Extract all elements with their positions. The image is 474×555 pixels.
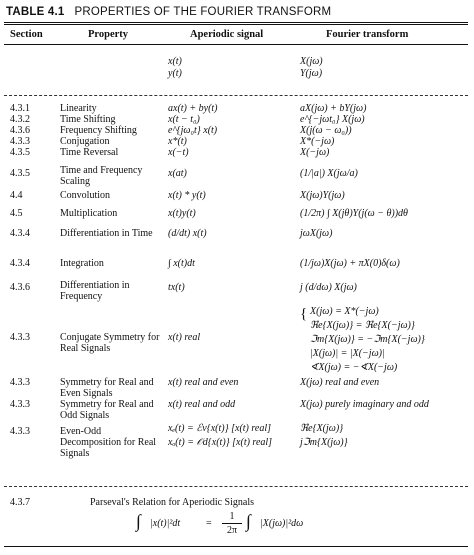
transform-Y: Y(jω) bbox=[300, 68, 323, 79]
row-signal: x(t) real bbox=[168, 332, 201, 343]
row-signal: x(t − t₀) bbox=[168, 114, 200, 125]
row-transform: X(jω)Y(jω) bbox=[300, 190, 345, 201]
row-signal: x(t) * y(t) bbox=[168, 190, 206, 201]
signal-y: y(t) bbox=[168, 68, 182, 79]
fraction-bar bbox=[222, 523, 242, 524]
row-property: Differentiation in Frequency bbox=[60, 280, 130, 302]
row-section: 4.3.3 bbox=[10, 377, 30, 388]
row-signal: ax(t) + by(t) bbox=[168, 103, 218, 114]
header-rule bbox=[4, 44, 468, 45]
row-section: 4.5 bbox=[10, 208, 23, 219]
row-transform-line: ℑm{X(jω)} = −ℑm{X(−jω)} bbox=[310, 334, 425, 345]
row-property: Frequency Shifting bbox=[60, 125, 137, 136]
row-transform-line: |X(jω)| = |X(−jω)| bbox=[310, 348, 385, 359]
brace-open: { bbox=[300, 306, 308, 322]
table-title bbox=[6, 6, 331, 18]
row-property: Linearity bbox=[60, 103, 97, 114]
row-signal: x(t)y(t) bbox=[168, 208, 196, 219]
row-property: Differentiation in Time bbox=[60, 228, 153, 239]
row-transform: aX(jω) + bY(jω) bbox=[300, 103, 367, 114]
row-transform: (1/jω)X(jω) + πX(0)δ(ω) bbox=[300, 258, 400, 269]
row-property: Conjugation bbox=[60, 136, 110, 147]
row-transform: X(jω) purely imaginary and odd bbox=[300, 399, 429, 410]
top-rule-2 bbox=[4, 24, 468, 25]
row-transform: jωX(jω) bbox=[300, 228, 333, 239]
integral-sign: ∫ bbox=[136, 511, 141, 531]
row-signal: tx(t) bbox=[168, 282, 185, 293]
row-transform-line: ℜe{X(jω)} = ℜe{X(−jω)} bbox=[310, 320, 415, 331]
integral-sign-2: ∫ bbox=[246, 511, 251, 531]
transform-X: X(jω) bbox=[300, 56, 323, 67]
row-transform: j (d/dω) X(jω) bbox=[300, 282, 357, 293]
row-transform-line: jℑm{X(jω)} bbox=[300, 437, 348, 448]
row-property: Convolution bbox=[60, 190, 111, 201]
row-transform: e^{−jωt₀} X(jω) bbox=[300, 114, 365, 125]
parseval-numerator: 1 bbox=[229, 511, 235, 522]
row-transform: (1/2π) ∫ X(jθ)Y(j(ω − θ))dθ bbox=[300, 208, 408, 219]
row-signal: x(at) bbox=[168, 168, 187, 179]
row-section: 4.4 bbox=[10, 190, 23, 201]
row-signal: x(−t) bbox=[168, 147, 189, 158]
row-section: 4.3.1 bbox=[10, 103, 30, 114]
header-property: Property bbox=[88, 29, 129, 40]
table-heading: PROPERTIES OF THE FOURIER TRANSFORM bbox=[74, 6, 332, 18]
row-property: Time Shifting bbox=[60, 114, 116, 125]
bottom-rule bbox=[4, 546, 468, 547]
row-signal: x*(t) bbox=[168, 136, 187, 147]
row-property: Conjugate Symmetry for Real Signals bbox=[60, 332, 160, 354]
row-section: 4.3.5 bbox=[10, 168, 30, 179]
parseval-denominator: 2π bbox=[226, 525, 238, 536]
intro-divider bbox=[4, 95, 468, 96]
row-transform: X(−jω) bbox=[300, 147, 330, 158]
row-section: 4.3.3 bbox=[10, 399, 30, 410]
row-property: Integration bbox=[60, 258, 104, 269]
parseval-title: Parseval's Relation for Aperiodic Signals bbox=[90, 497, 254, 508]
row-property: Multiplication bbox=[60, 208, 118, 219]
row-property: Even-Odd Decomposition for Real Signals bbox=[60, 426, 157, 459]
parseval-eq: = bbox=[206, 518, 212, 529]
row-transform: X(jω) real and even bbox=[300, 377, 380, 388]
row-property: Time and Frequency Scaling bbox=[60, 165, 143, 187]
row-transform-line: ∢X(jω) = −∢X(−jω) bbox=[310, 362, 398, 373]
header-signal: Aperiodic signal bbox=[190, 29, 264, 40]
row-property: Symmetry for Real and Even Signals bbox=[60, 377, 154, 399]
row-signal: ∫ x(t)dt bbox=[168, 258, 195, 269]
row-section: 4.3.3 bbox=[10, 332, 30, 343]
row-property: Symmetry for Real and Odd Signals bbox=[60, 399, 154, 421]
row-section: 4.3.4 bbox=[10, 258, 30, 269]
row-section: 4.3.3 bbox=[10, 136, 30, 147]
row-section: 4.3.5 bbox=[10, 147, 30, 158]
row-section: 4.3.6 bbox=[10, 282, 30, 293]
signal-x: x(t) bbox=[168, 56, 182, 67]
row-signal-line: xₑ(t) = ℰv{x(t)} [x(t) real] bbox=[168, 423, 272, 434]
row-section: 4.3.6 bbox=[10, 125, 30, 136]
header-transform: Fourier transform bbox=[326, 29, 409, 40]
header-section: Section bbox=[10, 29, 43, 40]
row-transform: X(j(ω − ω₀)) bbox=[300, 125, 352, 136]
row-transform: (1/|a|) X(jω/a) bbox=[300, 168, 358, 179]
row-signal: (d/dt) x(t) bbox=[168, 228, 207, 239]
row-section: 4.3.3 bbox=[10, 426, 30, 437]
row-transform-line: X(jω) = X*(−jω) bbox=[310, 306, 379, 317]
row-signal: x(t) real and even bbox=[168, 377, 239, 388]
parseval-divider bbox=[4, 486, 468, 487]
row-signal: e^{jω₀t} x(t) bbox=[168, 125, 218, 136]
parseval-section: 4.3.7 bbox=[10, 497, 30, 508]
row-section: 4.3.2 bbox=[10, 114, 30, 125]
row-signal: x(t) real and odd bbox=[168, 399, 236, 410]
top-rule bbox=[4, 22, 468, 23]
parseval-lhs: |x(t)|²dt bbox=[150, 518, 181, 529]
row-signal-line: xₒ(t) = 𝒪d{x(t)} [x(t) real] bbox=[168, 437, 273, 448]
row-property: Time Reversal bbox=[60, 147, 119, 158]
parseval-rhs: |X(jω)|²dω bbox=[260, 518, 304, 529]
table-label: TABLE 4.1 bbox=[6, 6, 65, 18]
row-section: 4.3.4 bbox=[10, 228, 30, 239]
row-transform-line: ℜe{X(jω)} bbox=[300, 423, 344, 434]
row-transform: X*(−jω) bbox=[300, 136, 335, 147]
